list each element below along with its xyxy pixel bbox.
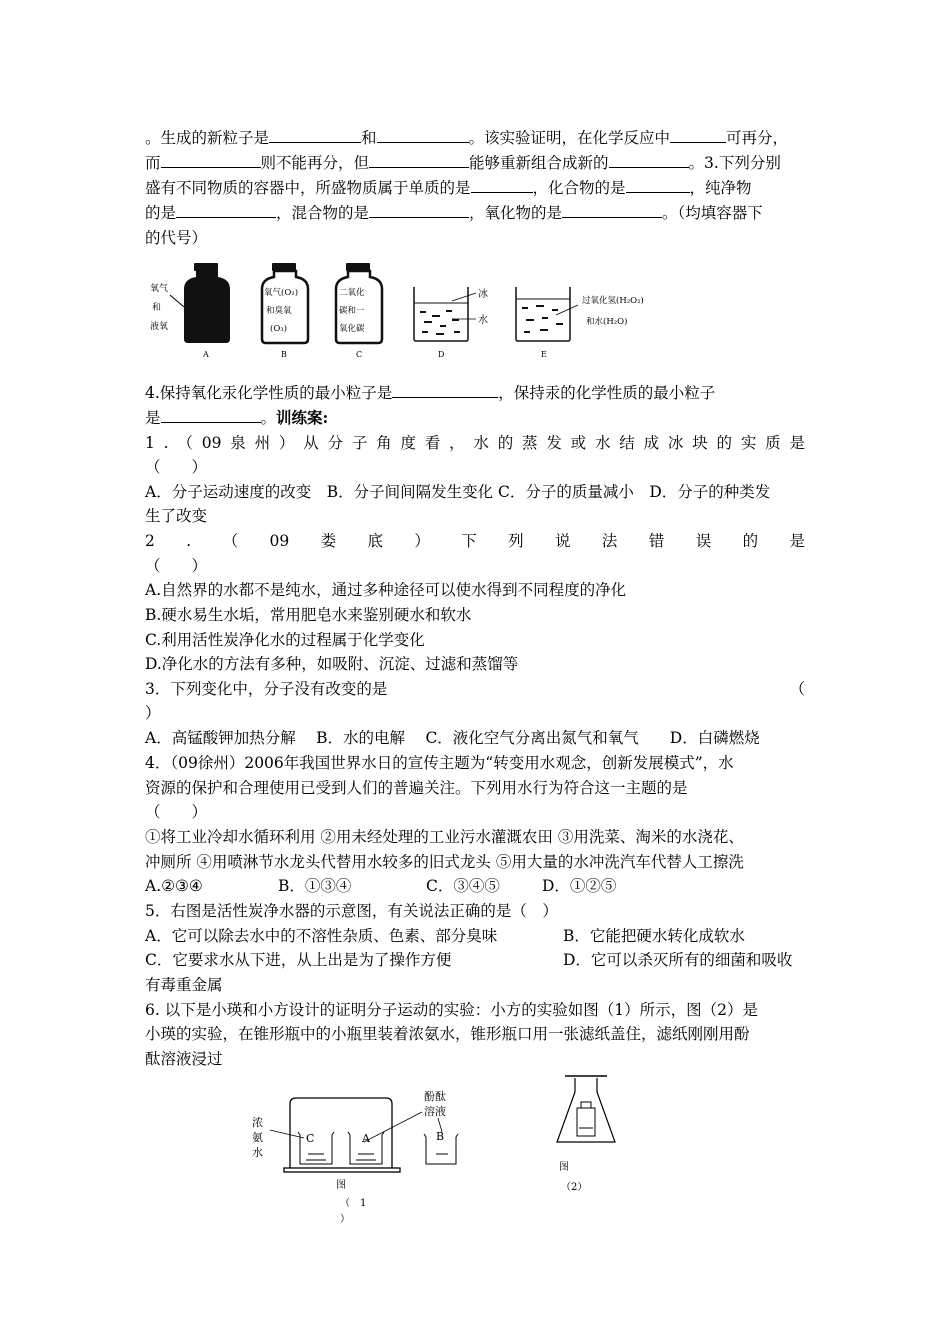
t2-stem — [145, 529, 805, 553]
q3-line-1: 盛有不同物质的容器中，所盛物质属于单质的是 ，化合物的是 ，纯净物 — [145, 176, 805, 200]
stem-token: 块 — [692, 434, 708, 452]
t5-options-ab: A．它可以除去水中的不溶性杂质、色素、部分臭味 B．它能把硬水转化成软水 — [145, 927, 745, 945]
stem-token: 成 — [643, 434, 660, 452]
t6-line-1: 6. 以下是小瑛和小方设计的证明分子运动的实验：小方的实验如图（1）所示，图（2）是 — [145, 1001, 758, 1019]
svg-text:和: 和 — [152, 303, 162, 313]
answer-blank[interactable] — [161, 151, 261, 168]
t3-close: ） — [145, 704, 161, 722]
svg-text:B: B — [281, 350, 287, 359]
experiment-figure-1 — [240, 1080, 480, 1230]
t3-options: A．高锰酸钾加热分解 B．水的电解 C．液化空气分离出氮气和氧气 D．白磷燃烧 — [145, 729, 760, 747]
svg-text:B: B — [436, 1130, 445, 1143]
stem-token: ， — [449, 434, 465, 452]
container-d — [414, 287, 488, 359]
svg-text:液氧: 液氧 — [150, 322, 169, 332]
practice-heading: 训练案: — [276, 408, 329, 427]
t3-stem: 3．下列变化中，分子没有改变的是 （ — [145, 680, 805, 698]
t4-paren: （ ） — [145, 803, 208, 821]
experiment-figure-2 — [545, 1070, 625, 1200]
svg-text:水: 水 — [252, 1146, 263, 1159]
stem-token: 2 — [145, 532, 155, 550]
stem-token: 从 — [303, 434, 319, 452]
svg-text:E: E — [541, 350, 547, 359]
svg-text:浓: 浓 — [252, 1116, 263, 1129]
answer-blank[interactable] — [161, 406, 261, 423]
stem-token: 误 — [695, 532, 712, 550]
svg-text:二氧化: 二氧化 — [339, 288, 365, 298]
t1-options-cont: 生了改变 — [145, 507, 208, 525]
svg-text:图: 图 — [559, 1162, 569, 1173]
stem-token: 州 — [254, 434, 271, 452]
q4-line-2: 是 。训练案: — [145, 408, 329, 427]
svg-text:和臭氧: 和臭氧 — [266, 306, 292, 316]
t1-stem — [145, 431, 805, 455]
stem-token: 角 — [376, 434, 392, 452]
t2-option-b: B.硬水易生水垢，常用肥皂水来鉴别硬水和软水 — [145, 606, 472, 624]
q2-line-2: 而 则不能再分，但 能够重新组合成新的 。3.下列分别 — [145, 151, 805, 175]
stem-token: 下 — [461, 532, 477, 550]
stem-token: 09 — [201, 434, 222, 452]
t4-line-2: 资源的保护和合理使用已受到人们的普遍关注。下列用水行为符合这一主题的是 — [145, 779, 688, 797]
answer-blank[interactable] — [369, 151, 469, 168]
stem-token: 发 — [546, 434, 562, 452]
stem-token: 冰 — [667, 434, 684, 452]
stem-token: 看 — [424, 434, 441, 452]
t5-options-cd: C．它要求水从下进，从上出是为了操作方便 D．它可以杀灭所有的细菌和吸收 — [145, 951, 793, 969]
containers-figure — [140, 255, 700, 363]
svg-text:A: A — [362, 1132, 370, 1145]
stem-token: 说 — [555, 532, 571, 550]
stem-token: 的 — [716, 434, 733, 452]
answer-blank[interactable] — [609, 151, 689, 168]
svg-text:碳和一: 碳和一 — [339, 306, 365, 316]
stem-token: . — [186, 532, 192, 550]
stem-token: . — [163, 434, 169, 452]
q2-line-1: 。生成的新粒子是 和 。该实验证明，在化学反应中 可再分， — [145, 126, 805, 150]
svg-text:C: C — [306, 1132, 315, 1145]
stem-token: 的 — [742, 532, 759, 550]
stem-token: 水 — [594, 434, 611, 452]
svg-text:（ 1: （ 1 — [340, 1198, 367, 1209]
t5-options-d-cont: 有毒重金属 — [145, 976, 223, 994]
answer-blank[interactable] — [471, 176, 533, 193]
t1-options: A．分子运动速度的改变 B．分子间间隔发生变化 C．分子的质量减小 D．分子的种类发 — [145, 483, 771, 501]
stem-token: 的 — [497, 434, 514, 452]
svg-text:氧气: 氧气 — [150, 284, 169, 294]
svg-text:酚酞: 酚酞 — [424, 1090, 446, 1103]
svg-text:冰: 冰 — [478, 289, 488, 300]
stem-token: 子 — [351, 434, 368, 452]
stem-token: 是 — [789, 434, 805, 452]
svg-text:氧气(O₂): 氧气(O₂) — [264, 288, 299, 298]
t6-line-2: 小瑛的实验，在锥形瓶中的小瓶里装着浓氨水，锥形瓶口用一张滤纸盖住，滤纸刚刚用酚 — [145, 1025, 750, 1043]
stem-token: 分 — [327, 434, 344, 452]
answer-blank[interactable] — [626, 176, 690, 193]
svg-text:氨: 氨 — [252, 1131, 263, 1144]
stem-token: 错 — [648, 532, 665, 550]
answer-blank[interactable] — [392, 381, 498, 398]
stem-token: （ — [222, 532, 239, 550]
answer-blank[interactable] — [176, 201, 276, 218]
stem-token: 或 — [570, 434, 587, 452]
svg-text:A: A — [203, 350, 209, 359]
stem-token: （ — [177, 434, 193, 452]
answer-blank[interactable] — [562, 201, 662, 218]
stem-token: 度 — [400, 434, 416, 452]
svg-text:溶液: 溶液 — [424, 1105, 446, 1118]
q3-line-2: 的是 ，混合物的是 ，氧化物的是 。（均填容器下 — [145, 201, 805, 225]
stem-token: 法 — [601, 532, 618, 550]
stem-token: 蒸 — [522, 434, 538, 452]
t4-line-1: 4．（09徐州）2006年我国世界水日的宣传主题为“转变用水观念，创新发展模式”，水 — [145, 754, 734, 772]
answer-blank[interactable] — [269, 126, 361, 143]
t5-stem: 5．右图是活性炭净水器的示意图，有关说法正确的是（ ） — [145, 902, 558, 920]
stem-token: 底 — [367, 532, 383, 550]
q4-line-1: 4.保持氧化汞化学性质的最小粒子是 ，保持汞的化学性质的最小粒子 — [145, 381, 805, 405]
container-e — [516, 287, 644, 359]
container-a — [150, 263, 230, 359]
answer-blank[interactable] — [670, 126, 726, 143]
t4-options: A.②③④ B．①③④ C．③④⑤ D．①②⑤ — [145, 877, 617, 895]
svg-text:（2）: （2） — [561, 1182, 588, 1193]
q3-line-3: 的代号） — [145, 229, 208, 247]
container-b — [262, 263, 308, 359]
svg-text:(O₃): (O₃) — [270, 324, 288, 334]
stem-token: ） — [278, 434, 295, 452]
answer-blank[interactable] — [377, 126, 469, 143]
stem-token: 是 — [789, 532, 805, 550]
t2-option-d: D.净化水的方法有多种，如吸附、沉淀、过滤和蒸馏等 — [145, 655, 519, 673]
stem-token: 结 — [619, 434, 635, 452]
stem-token: 水 — [473, 434, 489, 452]
container-c — [336, 263, 382, 359]
t4-line-5: 冲厕所 ④用喷淋节水龙头代替用水较多的旧式龙头 ⑤用大量的水冲洗汽车代替人工擦洗 — [145, 853, 744, 871]
svg-text:）: ） — [340, 1214, 350, 1225]
t2-option-c: C.利用活性炭净化水的过程属于化学变化 — [145, 631, 425, 649]
t2-option-a: A.自然界的水都不是纯水，通过多种途径可以使水得到不同程度的净化 — [145, 581, 627, 599]
t1-paren: （ ） — [145, 458, 208, 476]
stem-token: 1 — [145, 434, 155, 452]
svg-text:过氧化氢(H₂O₂): 过氧化氢(H₂O₂) — [582, 296, 644, 306]
stem-token: 泉 — [230, 434, 246, 452]
stem-token: ） — [414, 532, 430, 550]
t2-paren: （ ） — [145, 557, 208, 575]
svg-text:图: 图 — [336, 1180, 346, 1191]
answer-blank[interactable] — [369, 201, 469, 218]
stem-token: 质 — [765, 434, 781, 452]
svg-text:D: D — [438, 350, 445, 359]
t6-line-3: 酞溶液浸过 — [145, 1050, 223, 1068]
svg-text:氧化碳: 氧化碳 — [339, 324, 365, 334]
stem-token: 列 — [508, 532, 524, 550]
svg-text:和水(H₂O): 和水(H₂O) — [586, 317, 628, 327]
stem-token: 娄 — [320, 532, 337, 550]
svg-text:水: 水 — [478, 315, 488, 326]
stem-token: 09 — [269, 532, 290, 550]
t4-line-4: ①将工业冷却水循环利用 ②用未经处理的工业污水灌溉农田 ③用洗菜、淘米的水浇花、 — [145, 828, 744, 846]
svg-text:C: C — [356, 350, 363, 359]
stem-token: 实 — [740, 434, 757, 452]
